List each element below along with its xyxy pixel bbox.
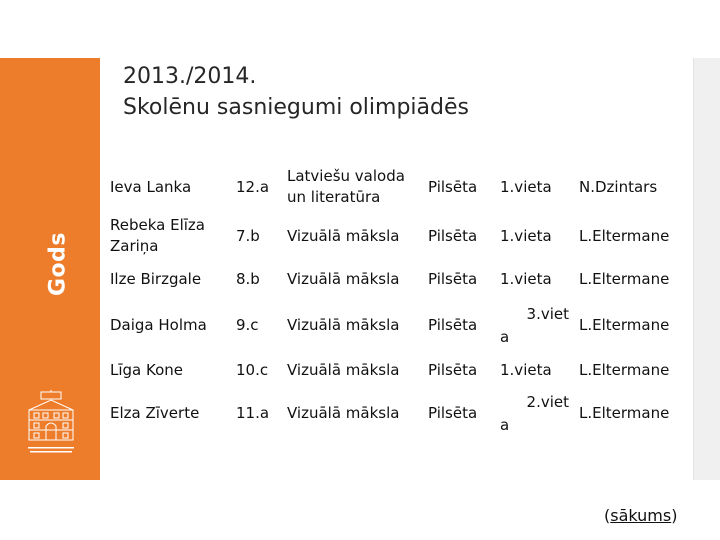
school-logo-icon [26,390,76,458]
place-result: 1.vieta [500,269,552,288]
table-row [106,350,701,390]
student-class: 12.a [236,177,270,196]
footer-open-paren: ( [604,506,611,525]
page-title [123,61,469,123]
student-class: 9.c [236,315,259,334]
olympiad-level: Pilsēta [428,226,478,245]
student-name: Daiga Holma [110,315,207,334]
olympiad-subject: Vizuālā māksla [287,315,400,334]
student-name: Līga Kone [110,360,184,379]
table-row [106,214,701,258]
student-name: Ilze Birzgale [110,269,202,288]
place-result [496,390,575,436]
title-years: 2013./2014. [123,64,257,89]
place-result: 1.vieta [500,226,552,245]
footer-close-paren: ) [671,506,678,525]
olympiad-level: Pilsēta [428,177,478,196]
table-row [106,258,701,300]
olympiad-subject: Latviešu valoda un literatūra [287,167,405,206]
student-name: Elza Zīverte [110,403,200,422]
title-subtitle: Skolēnu sasniegumi olimpiādēs [123,95,469,120]
place-result: 1.vieta [500,360,552,379]
place-result-bottom: a [500,328,510,346]
teacher-name: N.Dzintars [579,177,658,196]
teacher-name: L.Eltermane [579,403,670,422]
student-class: 11.a [236,403,270,422]
place-result-top: 2.viet [526,393,569,411]
olympiad-level: Pilsēta [428,360,478,379]
table-row [106,390,701,436]
place-result-bottom: a [500,416,510,434]
student-name: Ieva Lanka [110,177,192,196]
home-link[interactable]: sākums [610,506,672,525]
teacher-name: L.Eltermane [579,360,670,379]
olympiad-level: Pilsēta [428,269,478,288]
student-name: Rebeka Elīza Zariņa [110,216,205,255]
place-result [496,300,575,350]
footer-nav [604,506,677,525]
sidebar-label: Gods [45,231,71,297]
place-result: 1.vieta [500,177,552,196]
place-result-top: 3.viet [526,305,569,323]
olympiad-level: Pilsēta [428,403,478,422]
olympiad-subject: Vizuālā māksla [287,403,400,422]
student-class: 8.b [236,269,260,288]
teacher-name: L.Eltermane [579,269,670,288]
olympiad-level: Pilsēta [428,315,478,334]
table-row [106,160,701,214]
student-class: 10.c [236,360,269,379]
results-table [106,160,701,436]
student-class: 7.b [236,226,260,245]
table-row [106,300,701,350]
teacher-name: L.Eltermane [579,226,670,245]
teacher-name: L.Eltermane [579,315,670,334]
olympiad-subject: Vizuālā māksla [287,360,400,379]
olympiad-subject: Vizuālā māksla [287,226,400,245]
olympiad-subject: Vizuālā māksla [287,269,400,288]
